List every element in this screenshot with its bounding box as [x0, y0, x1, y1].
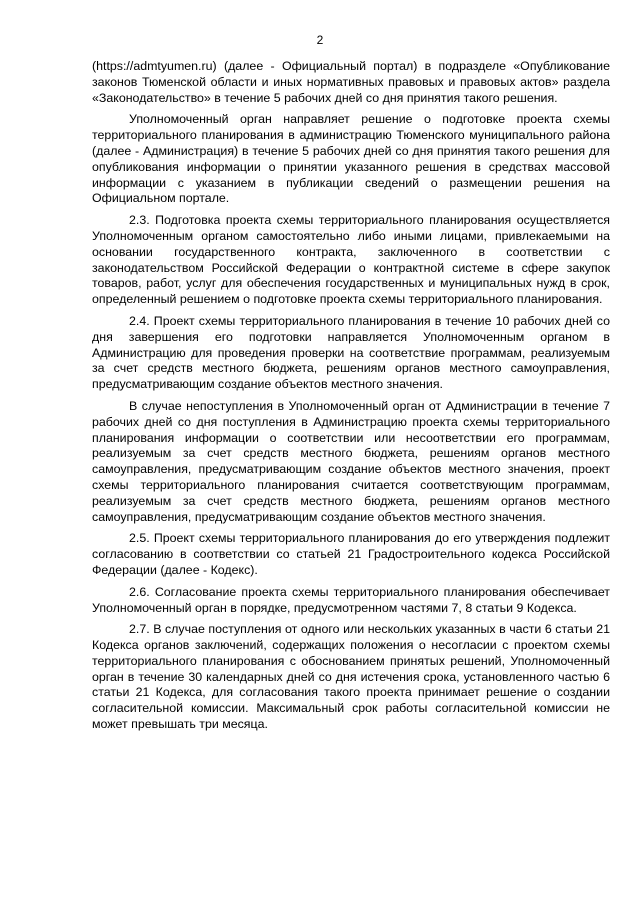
document-body — [92, 59, 610, 739]
paragraph: В случае непоступления в Уполномоченный орган от Администрации в течение 7 рабочих дней со дня поступления в Администрацию проекта схемы территориального планирования информации о соответствии или несоответствии его программам, реализуемым за счет средств местного бюджета, решениям органов местного самоуправления, предусматривающим создание объектов местного значения, проект схемы территориального планирования считается соответствующим программам, реализуемым за счет средств местного бюджета, решениям органов местного самоуправления, предусматривающим создание объектов местного значения. — [92, 398, 610, 524]
paragraph-2-5: 2.5. Проект схемы территориального планирования до его утверждения подлежит согласованию в соответствии со статьей 21 Градостроительного кодекса Российской Федерации (далее - Кодекс). — [92, 531, 610, 577]
page-number: 2 — [316, 33, 324, 47]
paragraph: Уполномоченный орган направляет решение о подготовке проекта схемы территориального планирования в администрацию Тюменского муниципального района (далее - Администрация) в течение 5 рабочих дней со дня принятия такого решения для опубликования информации о принятии указанного решения в средствах массовой информации с указанием в публикации сведений о размещении решения на Официальном портале. — [92, 112, 610, 206]
paragraph-2-6: 2.6. Согласование проекта схемы территориального планирования обеспечивает Уполномоченный орган в порядке, предусмотренном частями 7, 8 статьи 9 Кодекса. — [92, 584, 610, 615]
paragraph-2-3: 2.3. Подготовка проекта схемы территориального планирования осуществляется Уполномоченным органом самостоятельно либо иными лицами, привлекаемыми на основании государственного контракта, заключенного в соответствии с законодательством Российской Федерации о контрактной системе в сфере закупок товаров, работ, услуг для обеспечения государственных и муниципальных нужд в срок, определенный решением о подготовке проекта схемы территориального планирования. — [92, 213, 610, 307]
paragraph-2-4: 2.4. Проект схемы территориального планирования в течение 10 рабочих дней со дня завершения его подготовки направляется Уполномоченным органом в Администрацию для проведения проверки на соответствие программам, реализуемым за счет средств местного бюджета, решениям органов местного самоуправления, предусматривающим создание объектов местного значения. — [92, 313, 610, 392]
paragraph-2-7: 2.7. В случае поступления от одного или нескольких указанных в части 6 статьи 21 Кодекса органов заключений, содержащих положения о несогласии с проектом схемы территориального планирования с обоснованием принятых решений, Уполномоченный орган в течение 30 календарных дней со дня истечения срока, установленного частью 6 статьи 21 Кодекса, для согласования такого проекта принимает решение о создании согласительной комиссии. Максимальный срок работы согласительной комиссии не может превышать три месяца. — [92, 622, 610, 732]
paragraph-continuation: (https://admtyumen.ru) (далее - Официальный портал) в подразделе «Опубликование законов Тюменской области и иных нормативных правовых и правовых актов» раздела «Законодательство» в течение 5 рабочих дней со дня принятия такого решения. — [92, 59, 610, 105]
